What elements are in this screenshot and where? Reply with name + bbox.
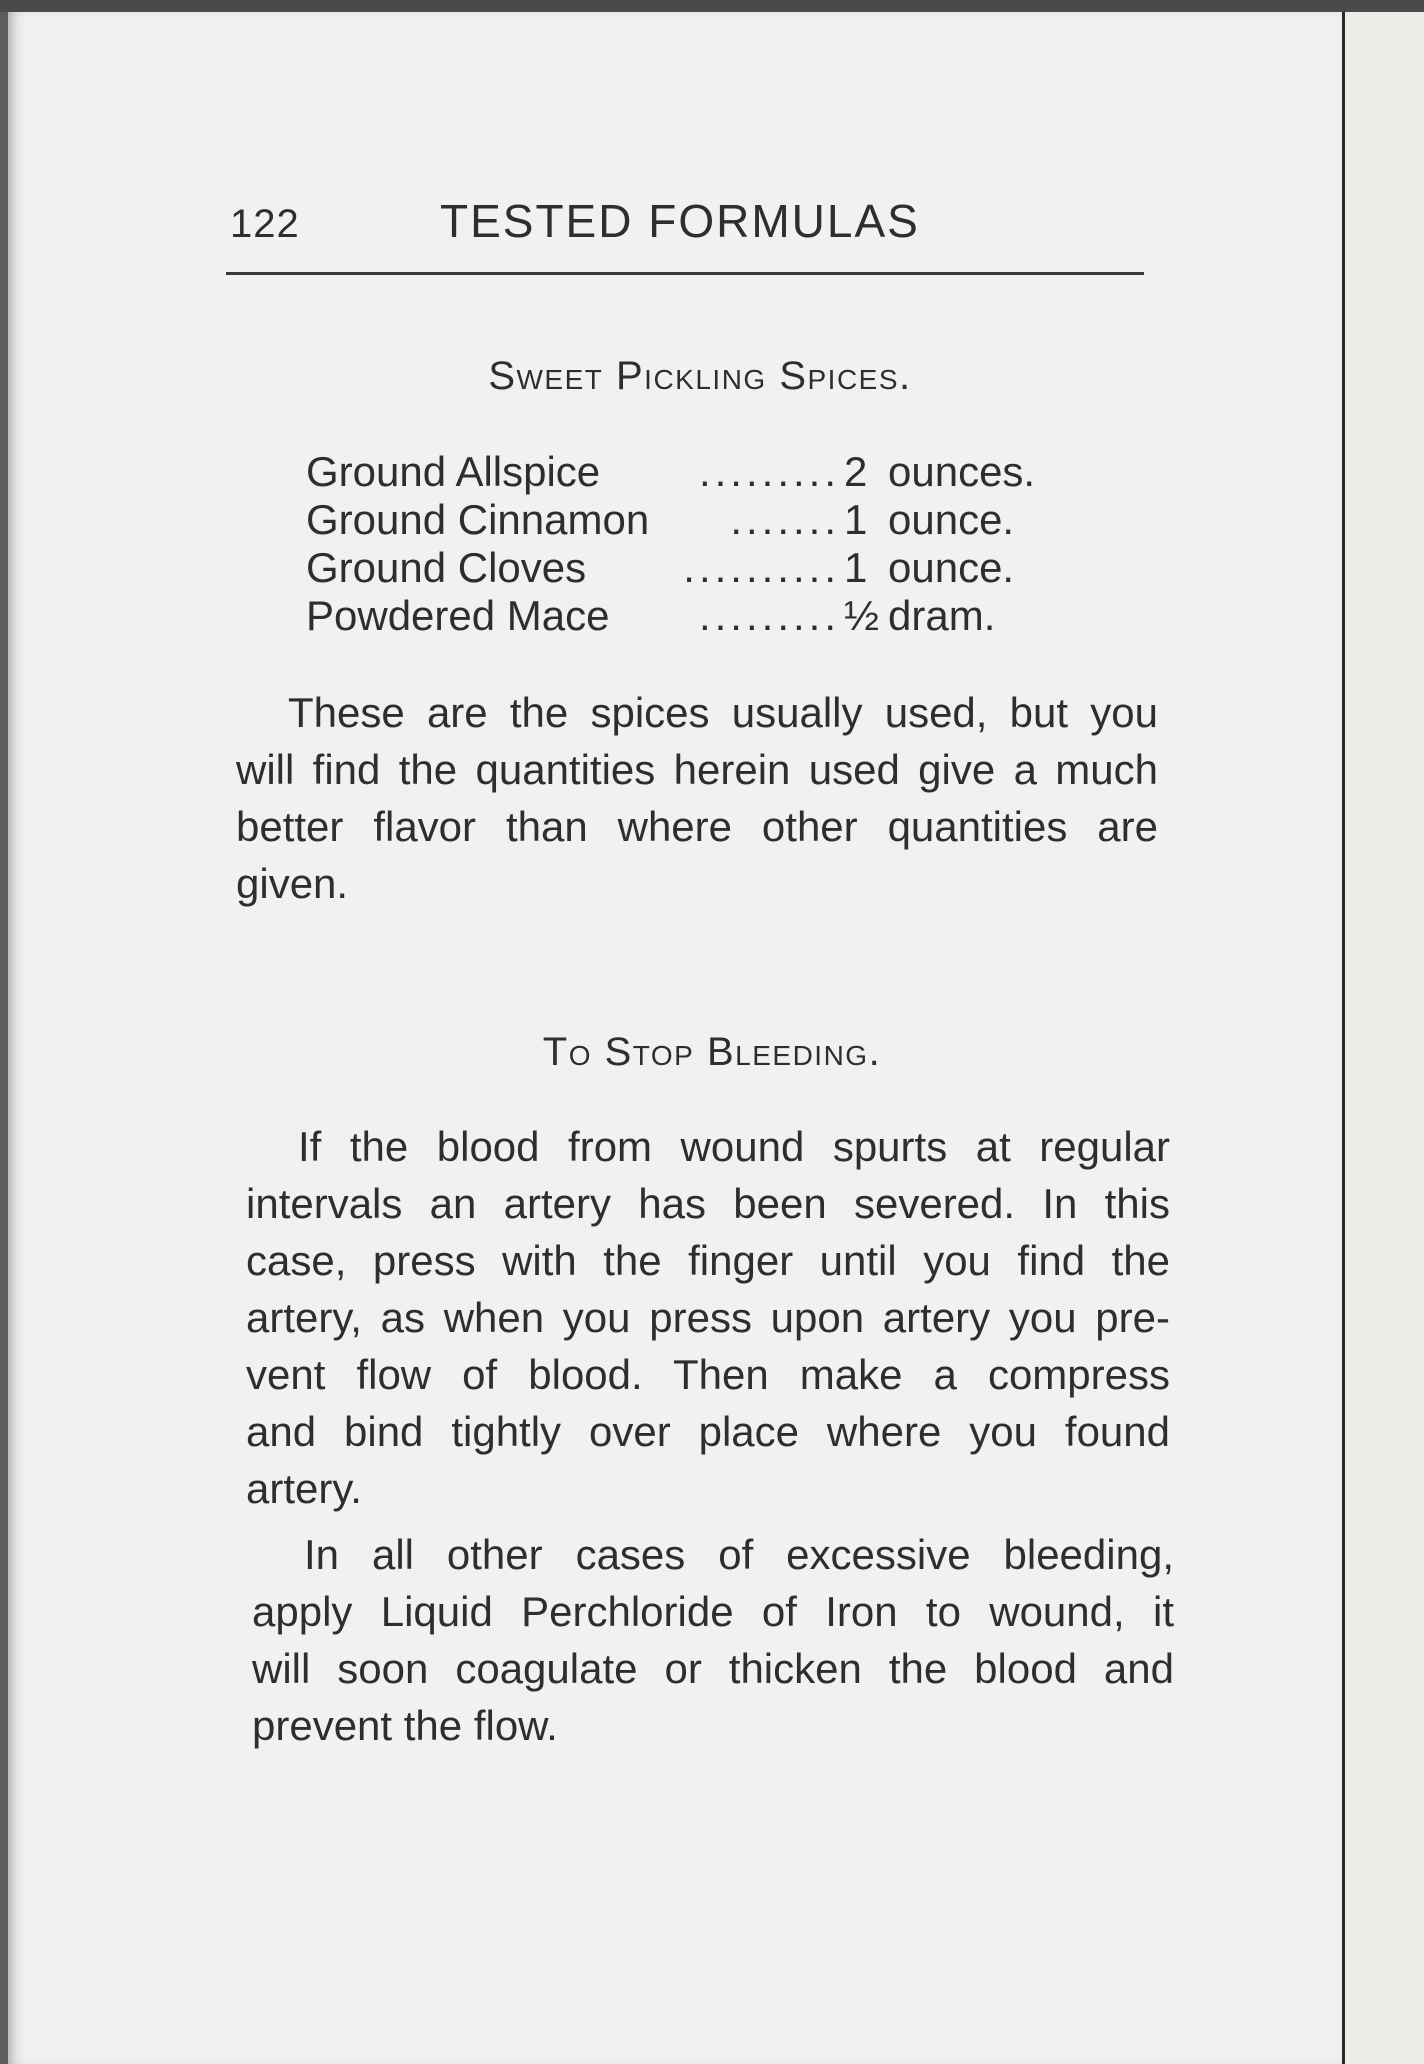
ingredient-row <box>306 496 1106 544</box>
text-line: artery, as when you press upon artery you pre- <box>246 1294 1170 1341</box>
ingredient-row <box>306 592 1106 640</box>
leader-dots: .......... <box>683 544 840 591</box>
section-heading-sweet-pickling-spices: Sweet Pickling Spices. <box>488 354 912 398</box>
ingredient-unit: ounce. <box>888 496 1015 543</box>
text-line: case, press with the finger until you find the <box>246 1237 1170 1284</box>
ingredient-row <box>306 448 1106 496</box>
facing-page-edge <box>1342 12 1424 2064</box>
text-line: and bind tightly over place where you found <box>246 1408 1170 1455</box>
ingredient-row <box>306 544 1106 592</box>
leader-dots: ......... <box>698 592 840 639</box>
page-header <box>226 180 1144 275</box>
ingredient-name: Ground Allspice <box>306 448 601 495</box>
ingredient-amount: ½ <box>844 592 880 639</box>
leader-dots: ....... <box>730 496 840 543</box>
text-line: vent flow of blood. Then make a compress <box>246 1351 1170 1398</box>
body-paragraph <box>236 684 1158 912</box>
body-paragraph <box>246 1118 1170 1517</box>
text-line: artery. <box>246 1465 362 1512</box>
text-line: These are the spices usually used, but you <box>288 689 1158 736</box>
text-line: will find the quantities herein used give a much <box>236 746 1158 793</box>
page-gutter-line <box>1342 12 1345 2064</box>
running-head: TESTED FORMULAS <box>440 195 920 247</box>
scan-border <box>0 0 1424 12</box>
ingredient-unit: ounce. <box>888 544 1015 591</box>
ingredient-unit: ounces. <box>888 448 1036 495</box>
body-paragraph <box>252 1526 1174 1754</box>
ingredient-amount: 2 <box>844 448 868 495</box>
text-line: given. <box>236 860 349 907</box>
text-line: apply Liquid Perchloride of Iron to wound, it <box>252 1588 1174 1635</box>
ingredient-amount: 1 <box>844 544 868 591</box>
text-line: better flavor than where other quantities are <box>236 803 1158 850</box>
leader-dots: ......... <box>698 448 840 495</box>
page-number: 122 <box>230 202 300 246</box>
text-line: If the blood from wound spurts at regular <box>298 1123 1170 1170</box>
ingredient-list <box>306 448 1106 640</box>
ingredient-amount: 1 <box>844 496 868 543</box>
ingredient-name: Ground Cloves <box>306 544 587 591</box>
ingredient-name: Powdered Mace <box>306 592 610 639</box>
text-line: intervals an artery has been severed. In this <box>246 1180 1170 1227</box>
text-line: prevent the flow. <box>252 1702 558 1749</box>
ingredient-name: Ground Cinnamon <box>306 496 650 543</box>
text-line: In all other cases of excessive bleeding, <box>304 1531 1174 1578</box>
text-line: will soon coagulate or thicken the blood and <box>252 1645 1174 1692</box>
ingredient-unit: dram. <box>888 592 996 639</box>
section-heading-to-stop-bleeding: To Stop Bleeding. <box>542 1030 882 1074</box>
